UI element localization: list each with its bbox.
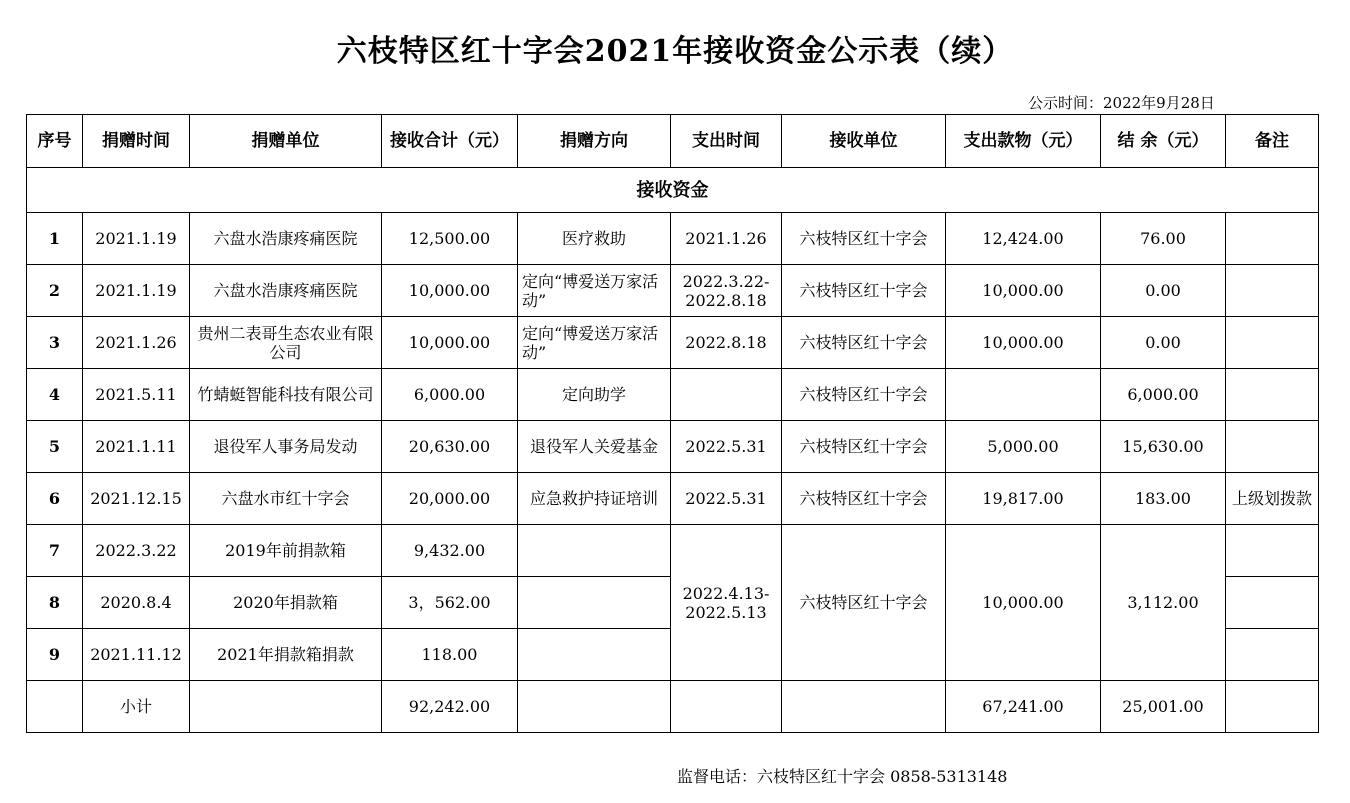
cell-balance: 6,000.00	[1101, 369, 1226, 421]
cell-recipient	[782, 681, 946, 733]
cell-balance: 76.00	[1101, 213, 1226, 265]
header-recipient: 接收单位	[782, 115, 946, 168]
cell-balance: 0.00	[1101, 317, 1226, 369]
header-row	[27, 115, 1319, 168]
cell-direction: 定向“博爱送万家活动”	[518, 265, 671, 317]
cell-expense-merged: 10,000.00	[946, 525, 1101, 681]
cell-remark	[1226, 369, 1319, 421]
cell-time: 2021.12.15	[83, 473, 190, 525]
cell-expense: 10,000.00	[946, 265, 1101, 317]
cell-seq	[27, 681, 83, 733]
table-row	[27, 525, 1319, 577]
cell-remark	[1226, 681, 1319, 733]
cell-time: 2021.1.19	[83, 265, 190, 317]
subtotal-label: 小计	[83, 681, 190, 733]
cell-time: 2022.3.22	[83, 525, 190, 577]
cell-direction: 应急救护持证培训	[518, 473, 671, 525]
cell-recipient: 六枝特区红十字会	[782, 421, 946, 473]
cell-recipient: 六枝特区红十字会	[782, 369, 946, 421]
cell-remark	[1226, 213, 1319, 265]
cell-time: 2020.8.4	[83, 577, 190, 629]
cell-direction: 医疗救助	[518, 213, 671, 265]
cell-donor: 2021年捐款箱捐款	[190, 629, 382, 681]
cell-direction: 退役军人关爱基金	[518, 421, 671, 473]
cell-expense-time	[671, 369, 782, 421]
cell-amount: 118.00	[382, 629, 518, 681]
cell-amount: 10,000.00	[382, 317, 518, 369]
cell-remark	[1226, 525, 1319, 577]
cell-expense-time-merged: 2022.4.13-2022.5.13	[671, 525, 782, 681]
cell-expense-time: 2022.8.18	[671, 317, 782, 369]
cell-amount: 20,630.00	[382, 421, 518, 473]
table-row	[27, 421, 1319, 473]
cell-seq: 2	[27, 265, 83, 317]
cell-donor: 2020年捐款箱	[190, 577, 382, 629]
cell-balance: 0.00	[1101, 265, 1226, 317]
cell-time: 2021.1.26	[83, 317, 190, 369]
table-row	[27, 317, 1319, 369]
section-title: 接收资金	[27, 168, 1319, 213]
cell-amount: 9,432.00	[382, 525, 518, 577]
header-expense-time: 支出时间	[671, 115, 782, 168]
cell-direction: 定向助学	[518, 369, 671, 421]
cell-donor: 贵州二表哥生态农业有限公司	[190, 317, 382, 369]
subtotal-row	[27, 681, 1319, 733]
cell-direction	[518, 525, 671, 577]
cell-time: 2021.5.11	[83, 369, 190, 421]
cell-recipient-merged: 六枝特区红十字会	[782, 525, 946, 681]
cell-expense-time: 2021.1.26	[671, 213, 782, 265]
table-row	[27, 265, 1319, 317]
cell-expense: 10,000.00	[946, 317, 1101, 369]
cell-donor: 六盘水市红十字会	[190, 473, 382, 525]
cell-remark	[1226, 629, 1319, 681]
cell-expense-time: 2022.3.22-2022.8.18	[671, 265, 782, 317]
cell-remark: 上级划拨款	[1226, 473, 1319, 525]
cell-recipient: 六枝特区红十字会	[782, 317, 946, 369]
publish-time: 公示时间：2022年9月28日	[1028, 94, 1215, 112]
page-title: 六枝特区红十字会2021年接收资金公示表（续）	[336, 34, 1014, 69]
header-balance: 结 余（元）	[1101, 115, 1226, 168]
cell-direction	[518, 629, 671, 681]
header-direction: 捐赠方向	[518, 115, 671, 168]
cell-direction: 定向“博爱送万家活动”	[518, 317, 671, 369]
cell-seq: 9	[27, 629, 83, 681]
cell-expense	[946, 369, 1101, 421]
cell-donor: 退役军人事务局发动	[190, 421, 382, 473]
cell-time: 2021.1.11	[83, 421, 190, 473]
header-received-total: 接收合计（元）	[382, 115, 518, 168]
cell-expense-time: 2022.5.31	[671, 421, 782, 473]
cell-remark	[1226, 265, 1319, 317]
cell-expense: 19,817.00	[946, 473, 1101, 525]
cell-expense-time: 2022.5.31	[671, 473, 782, 525]
cell-donor: 六盘水浩康疼痛医院	[190, 265, 382, 317]
cell-expense: 12,424.00	[946, 213, 1101, 265]
cell-time: 2021.11.12	[83, 629, 190, 681]
cell-recipient: 六枝特区红十字会	[782, 265, 946, 317]
cell-donor: 竹蜻蜓智能科技有限公司	[190, 369, 382, 421]
subtotal-amount: 92,242.00	[382, 681, 518, 733]
table-row	[27, 473, 1319, 525]
cell-time: 2021.1.19	[83, 213, 190, 265]
table-row	[27, 213, 1319, 265]
cell-seq: 3	[27, 317, 83, 369]
cell-expense: 5,000.00	[946, 421, 1101, 473]
header-donation-time: 捐赠时间	[83, 115, 190, 168]
cell-seq: 1	[27, 213, 83, 265]
section-row	[27, 168, 1319, 213]
cell-balance: 15,630.00	[1101, 421, 1226, 473]
cell-seq: 5	[27, 421, 83, 473]
table-row	[27, 369, 1319, 421]
cell-remark	[1226, 577, 1319, 629]
cell-amount: 12,500.00	[382, 213, 518, 265]
header-seq: 序号	[27, 115, 83, 168]
cell-direction	[518, 577, 671, 629]
cell-seq: 8	[27, 577, 83, 629]
cell-expense-time	[671, 681, 782, 733]
cell-amount: 6,000.00	[382, 369, 518, 421]
cell-remark	[1226, 421, 1319, 473]
cell-donor: 六盘水浩康疼痛医院	[190, 213, 382, 265]
cell-seq: 6	[27, 473, 83, 525]
cell-balance: 183.00	[1101, 473, 1226, 525]
header-donor: 捐赠单位	[190, 115, 382, 168]
cell-amount: 10,000.00	[382, 265, 518, 317]
header-remark: 备注	[1226, 115, 1319, 168]
cell-seq: 7	[27, 525, 83, 577]
cell-recipient: 六枝特区红十字会	[782, 213, 946, 265]
cell-donor	[190, 681, 382, 733]
cell-remark	[1226, 317, 1319, 369]
cell-balance-merged: 3,112.00	[1101, 525, 1226, 681]
header-expense: 支出款物（元）	[946, 115, 1101, 168]
cell-seq: 4	[27, 369, 83, 421]
cell-donor: 2019年前捐款箱	[190, 525, 382, 577]
cell-direction	[518, 681, 671, 733]
funds-table	[26, 114, 1319, 733]
subtotal-expense: 67,241.00	[946, 681, 1101, 733]
subtotal-balance: 25,001.00	[1101, 681, 1226, 733]
cell-recipient: 六枝特区红十字会	[782, 473, 946, 525]
cell-amount: 3，562.00	[382, 577, 518, 629]
cell-amount: 20,000.00	[382, 473, 518, 525]
supervision-phone: 监督电话：六枝特区红十字会 0858-5313148	[677, 767, 1008, 786]
